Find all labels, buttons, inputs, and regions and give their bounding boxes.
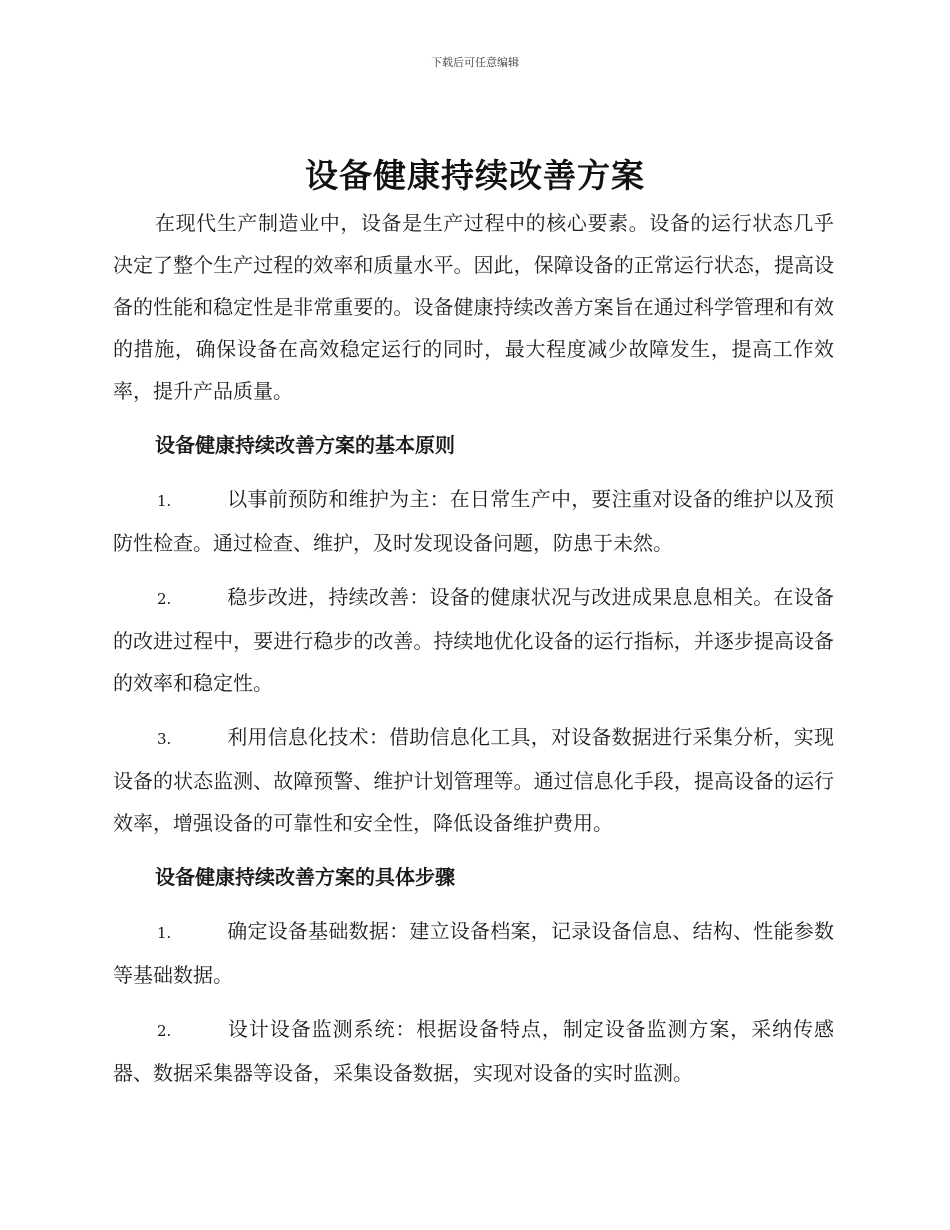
list-item bbox=[113, 576, 834, 704]
list-number: 1. bbox=[157, 924, 172, 942]
document-body bbox=[113, 202, 834, 1094]
list-item bbox=[113, 478, 834, 564]
list-item-text: 稳步改进，持续改善：设备的健康状况与改进成果息息相关。在设备的改进过程中，要进行稳步的改善。持续地优化设备的运行指标，并逐步提高设备的效率和稳定性。 bbox=[113, 585, 834, 695]
list-number: 3. bbox=[157, 730, 172, 748]
document-title: 设备健康持续改善方案 bbox=[305, 156, 645, 195]
page-header-note: 下载后可任意编辑 bbox=[431, 56, 519, 69]
list-item bbox=[113, 716, 834, 844]
list-item-text: 设计设备监测系统：根据设备特点，制定设备监测方案，采纳传感器、数据采集器等设备，采集设备数据，实现对设备的实时监测。 bbox=[113, 1017, 834, 1085]
section-heading-principles: 设备健康持续改善方案的基本原则 bbox=[155, 433, 455, 457]
list-item bbox=[113, 910, 834, 996]
list-number: 2. bbox=[157, 590, 172, 608]
list-number: 1. bbox=[157, 492, 172, 510]
list-number: 2. bbox=[157, 1022, 172, 1040]
section-heading-steps: 设备健康持续改善方案的具体步骤 bbox=[155, 865, 455, 889]
list-item-text: 以事前预防和维护为主：在日常生产中，要注重对设备的维护以及预防性检查。通过检查、维护，及时发现设备问题，防患于未然。 bbox=[113, 487, 834, 555]
list-item-text: 确定设备基础数据：建立设备档案，记录设备信息、结构、性能参数等基础数据。 bbox=[113, 919, 834, 987]
intro-paragraph: 在现代生产制造业中，设备是生产过程中的核心要素。设备的运行状态几乎决定了整个生产过程的效率和质量水平。因此，保障设备的正常运行状态，提高设备的性能和稳定性是非常重要的。设备健康持续改善方案旨在通过科学管理和有效的措施，确保设备在高效稳定运行的同时，最大程度减少故障发生，提高工作效率，提升产品质量。 bbox=[113, 211, 834, 403]
list-item bbox=[113, 1008, 834, 1094]
list-item-text: 利用信息化技术：借助信息化工具，对设备数据进行采集分析，实现设备的状态监测、故障预警、维护计划管理等。通过信息化手段，提高设备的运行效率，增强设备的可靠性和安全性，降低设备维护费用。 bbox=[113, 725, 834, 835]
